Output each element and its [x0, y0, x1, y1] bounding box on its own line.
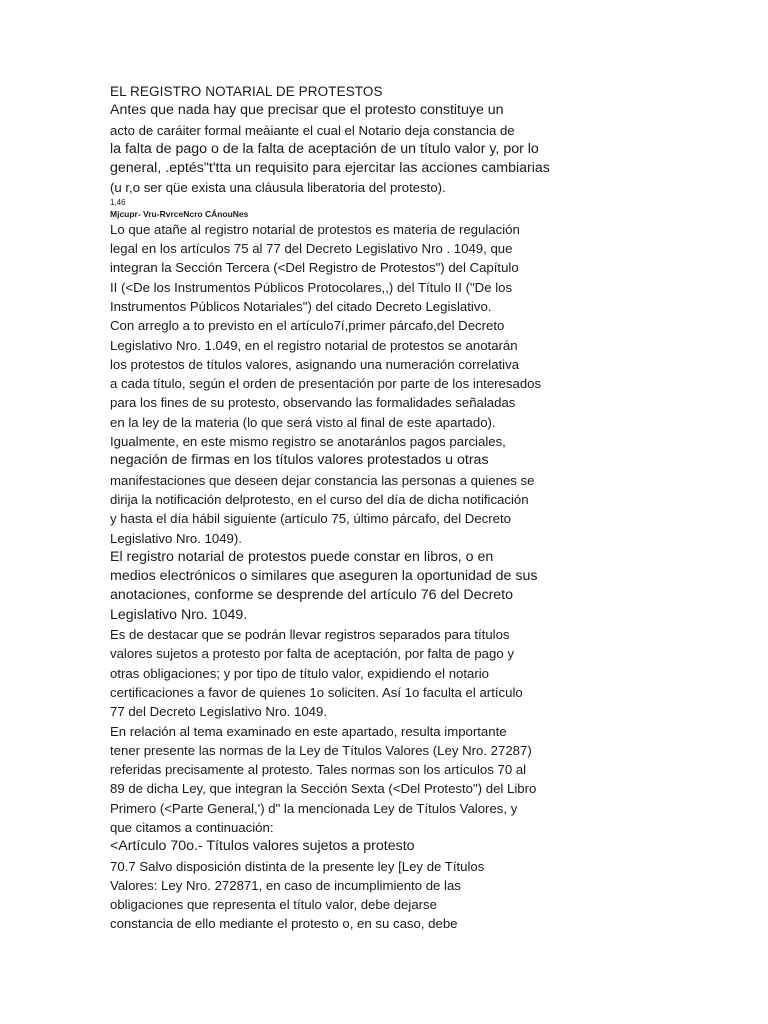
paragraph-line: legal en los artículos 75 al 77 del Decreto Legislativo Nro . 1049, que: [110, 241, 513, 257]
paragraph-line: referidas precisamente al protesto. Tales normas son los artículos 70 al: [110, 762, 527, 778]
paragraph-line: II (<De los Instrumentos Públicos Protocolares,,) del Título II ("De los: [110, 279, 513, 295]
section-heading: EL REGISTRO NOTARIAL DE PROTESTOS: [110, 84, 383, 99]
paragraph-line: medios electrónicos o similares que aseguren la oportunidad de sus: [110, 568, 538, 585]
paragraph-line: integran la Sección Tercera (<Del Registro de Protestos") del Capítulo: [110, 260, 519, 276]
paragraph-line: a cada título, según el orden de presentación por parte de los interesados: [110, 376, 542, 392]
paragraph-line: que citamos a continuación:: [110, 819, 274, 835]
paragraph-line: la falta de pago o de la falta de aceptación de un título valor y, por lo: [110, 140, 539, 157]
paragraph-line: en la ley de la materia (lo que será visto al final de este apartado).: [110, 414, 496, 430]
paragraph-line: dirija la notificación delprotesto, en el curso del día de dicha notificación: [110, 491, 529, 507]
paragraph-line: Legislativo Nro. 1.049, en el registro notarial de protestos se anotarán: [110, 337, 518, 353]
paragraph-line: Con arreglo a to previsto en el artículo7í,primer párcafo,del Decreto: [110, 318, 505, 334]
paragraph-line: En relación al tema examinado en este apartado, resulta importante: [110, 723, 507, 739]
paragraph-line: Lo que atañe al registro notarial de protestos es materia de regulación: [110, 221, 520, 237]
paragraph-line: El registro notarial de protestos puede constar en libros, o en: [110, 548, 494, 565]
paragraph-line: Instrumentos Públicos Notariales") del citado Decreto Legislativo.: [110, 298, 492, 314]
paragraph-line: 77 del Decreto Legislativo Nro. 1049.: [110, 704, 327, 720]
paragraph-line: tener presente las normas de la Ley de Títulos Valores (Ley Nro. 27287): [110, 742, 532, 758]
paragraph-line: manifestaciones que deseen dejar constancia las personas a quienes se: [110, 472, 535, 488]
quoted-article-line: Valores: Ley Nro. 272871, en caso de incumplimiento de las: [110, 877, 461, 893]
paragraph-line: los protestos de títulos valores, asignando una numeración correlativa: [110, 356, 520, 372]
paragraph-line: negación de firmas en los títulos valores protestados u otras: [110, 452, 489, 469]
paragraph-line: Igualmente, en este mismo registro se anotaránlos pagos parciales,: [110, 434, 506, 450]
paragraph-line: valores sujetos a protesto por falta de aceptación, por falta de pago y: [110, 646, 514, 662]
paragraph-line: Primero (<Parte General,') d" la mencionada Ley de Títulos Valores, y: [110, 800, 518, 816]
paragraph-line: otras obligaciones; y por tipo de título valor, expidiendo el notario: [110, 665, 490, 681]
paragraph-line: anotaciones, conforme se desprende del artículo 76 del Decreto: [110, 587, 514, 604]
paragraph-line: (u r,o ser qüe exista una cláusula liberatoria del protesto).: [110, 180, 446, 196]
quoted-article-line: obligaciones que representa el título valor, debe dejarse: [110, 897, 437, 913]
paragraph-line: Legislativo Nro. 1049.: [110, 606, 248, 623]
paragraph-line: 89 de dicha Ley, que integran la Sección Sexta (<Del Protesto") del Libro: [110, 781, 537, 797]
paragraph-line: Es de destacar que se podrán llevar registros separados para títulos: [110, 627, 510, 643]
running-header-fragment: Mjcupr- Vru-RvrceNcro CÁnouNes: [110, 208, 249, 219]
paragraph-line: para los fines de su protesto, observando las formalidades señaladas: [110, 395, 516, 411]
paragraph-line: Legislativo Nro. 1049).: [110, 530, 242, 546]
paragraph-line: general, .eptés"t'tta un requisito para ejercitar las acciones cambiarias: [110, 160, 550, 177]
quoted-article-title: <Artículo 70o.- Títulos valores sujetos a protesto: [110, 838, 415, 855]
document-body: [110, 82, 560, 934]
quoted-article-line: 70.7 Salvo disposición distinta de la presente ley [Ley de Títulos: [110, 858, 485, 874]
page-number-fragment: 1,46: [110, 197, 126, 207]
quoted-article-line: constancia de ello mediante el protesto o, en su caso, debe: [110, 916, 458, 932]
paragraph-line: Antes que nada hay que precisar que el protesto constituye un: [110, 102, 504, 119]
paragraph-line: acto de caráiter formal meàiante el cual el Notario deja constancia de: [110, 122, 515, 138]
paragraph-line: certificaciones a favor de quienes 1o soliciten. Así 1o faculta el artículo: [110, 684, 523, 700]
paragraph-line: y hasta el día hábil siguiente (artículo 75, último párcafo, del Decreto: [110, 511, 511, 527]
